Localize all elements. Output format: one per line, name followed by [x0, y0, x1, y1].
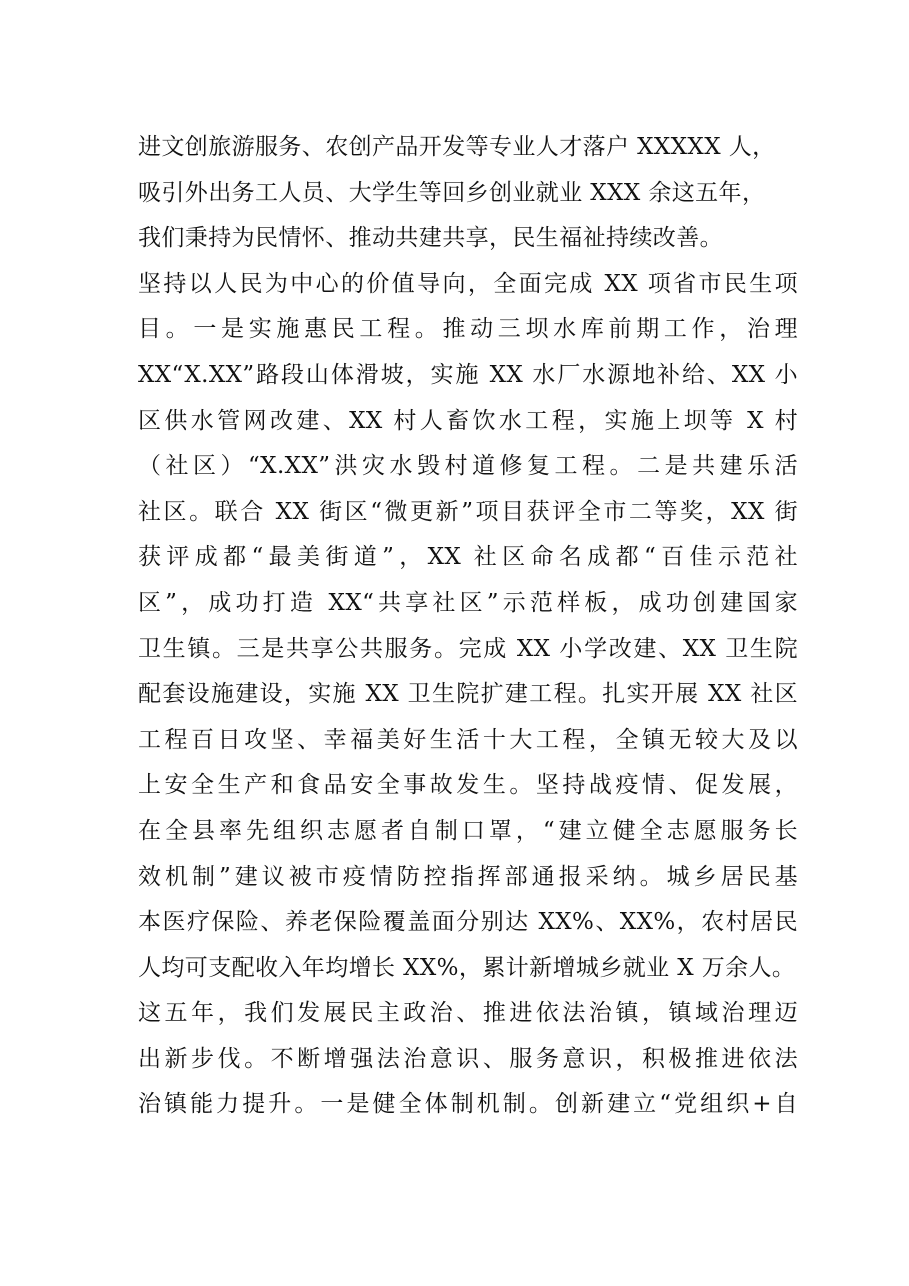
text-line: 社区。联合 XX 街区“微更新”项目获评全市二等奖，XX 街 [138, 498, 798, 525]
text-line: 我们秉持为民情怀、推动共建共享，民生福祉持续改善。 [138, 225, 723, 252]
text-line: 在全县率先组织志愿者自制口罩，“建立健全志愿服务长 [138, 817, 798, 844]
text-line: 效机制”建议被市疫情防控指挥部通报采纳。城乡居民基 [138, 863, 798, 890]
text-line: 人均可支配收入年均增长 XX%，累计新增城乡就业 X 万余人。 [138, 954, 796, 981]
text-line: 坚持以人民为中心的价值导向，全面完成 XX 项省市民生项 [138, 270, 798, 297]
text-line: 目。一是实施惠民工程。推动三坝水库前期工作，治理 [138, 316, 798, 343]
text-line: 这五年，我们发展民主政治、推进依法治镇，镇域治理迈 [138, 1000, 798, 1027]
text-line: 配套设施建设，实施 XX 卫生院扩建工程。扎实开展 XX 社区 [138, 681, 798, 708]
text-line: 工程百日攻坚、幸福美好生活十大工程，全镇无较大及以 [138, 726, 798, 753]
text-line: 卫生镇。三是共享公共服务。完成 XX 小学改建、XX 卫生院 [138, 635, 798, 662]
text-line: （社区）“X.XX”洪灾水毁村道修复工程。二是共建乐活 [138, 453, 798, 480]
text-line: 吸引外出务工人员、大学生等回乡创业就业 XXX 余这五年， [138, 179, 766, 206]
text-line: 本医疗保险、养老保险覆盖面分别达 XX%、XX%，农村居民 [138, 909, 798, 936]
text-line: 上安全生产和食品安全事故发生。坚持战疫情、促发展， [138, 772, 798, 799]
text-line: 区供水管网改建、XX 村人畜饮水工程，实施上坝等 X 村 [138, 407, 798, 434]
text-line: XX“X.XX”路段山体滑坡，实施 XX 水厂水源地补给、XX 小 [138, 361, 798, 388]
body-text [138, 125, 798, 1128]
text-line: 出新步伐。不断增强法治意识、服务意识，积极推进依法 [138, 1045, 798, 1072]
text-line: 区”，成功打造 XX“共享社区”示范样板，成功创建国家 [138, 589, 798, 616]
text-line: 进文创旅游服务、农创产品开发等专业人才落户 XXXXX 人， [138, 134, 776, 160]
text-line: 获评成都“最美街道”，XX 社区命名成都“百佳示范社 [138, 544, 798, 571]
text-line: 治镇能力提升。一是健全体制机制。创新建立“党组织+自 [138, 1091, 798, 1118]
